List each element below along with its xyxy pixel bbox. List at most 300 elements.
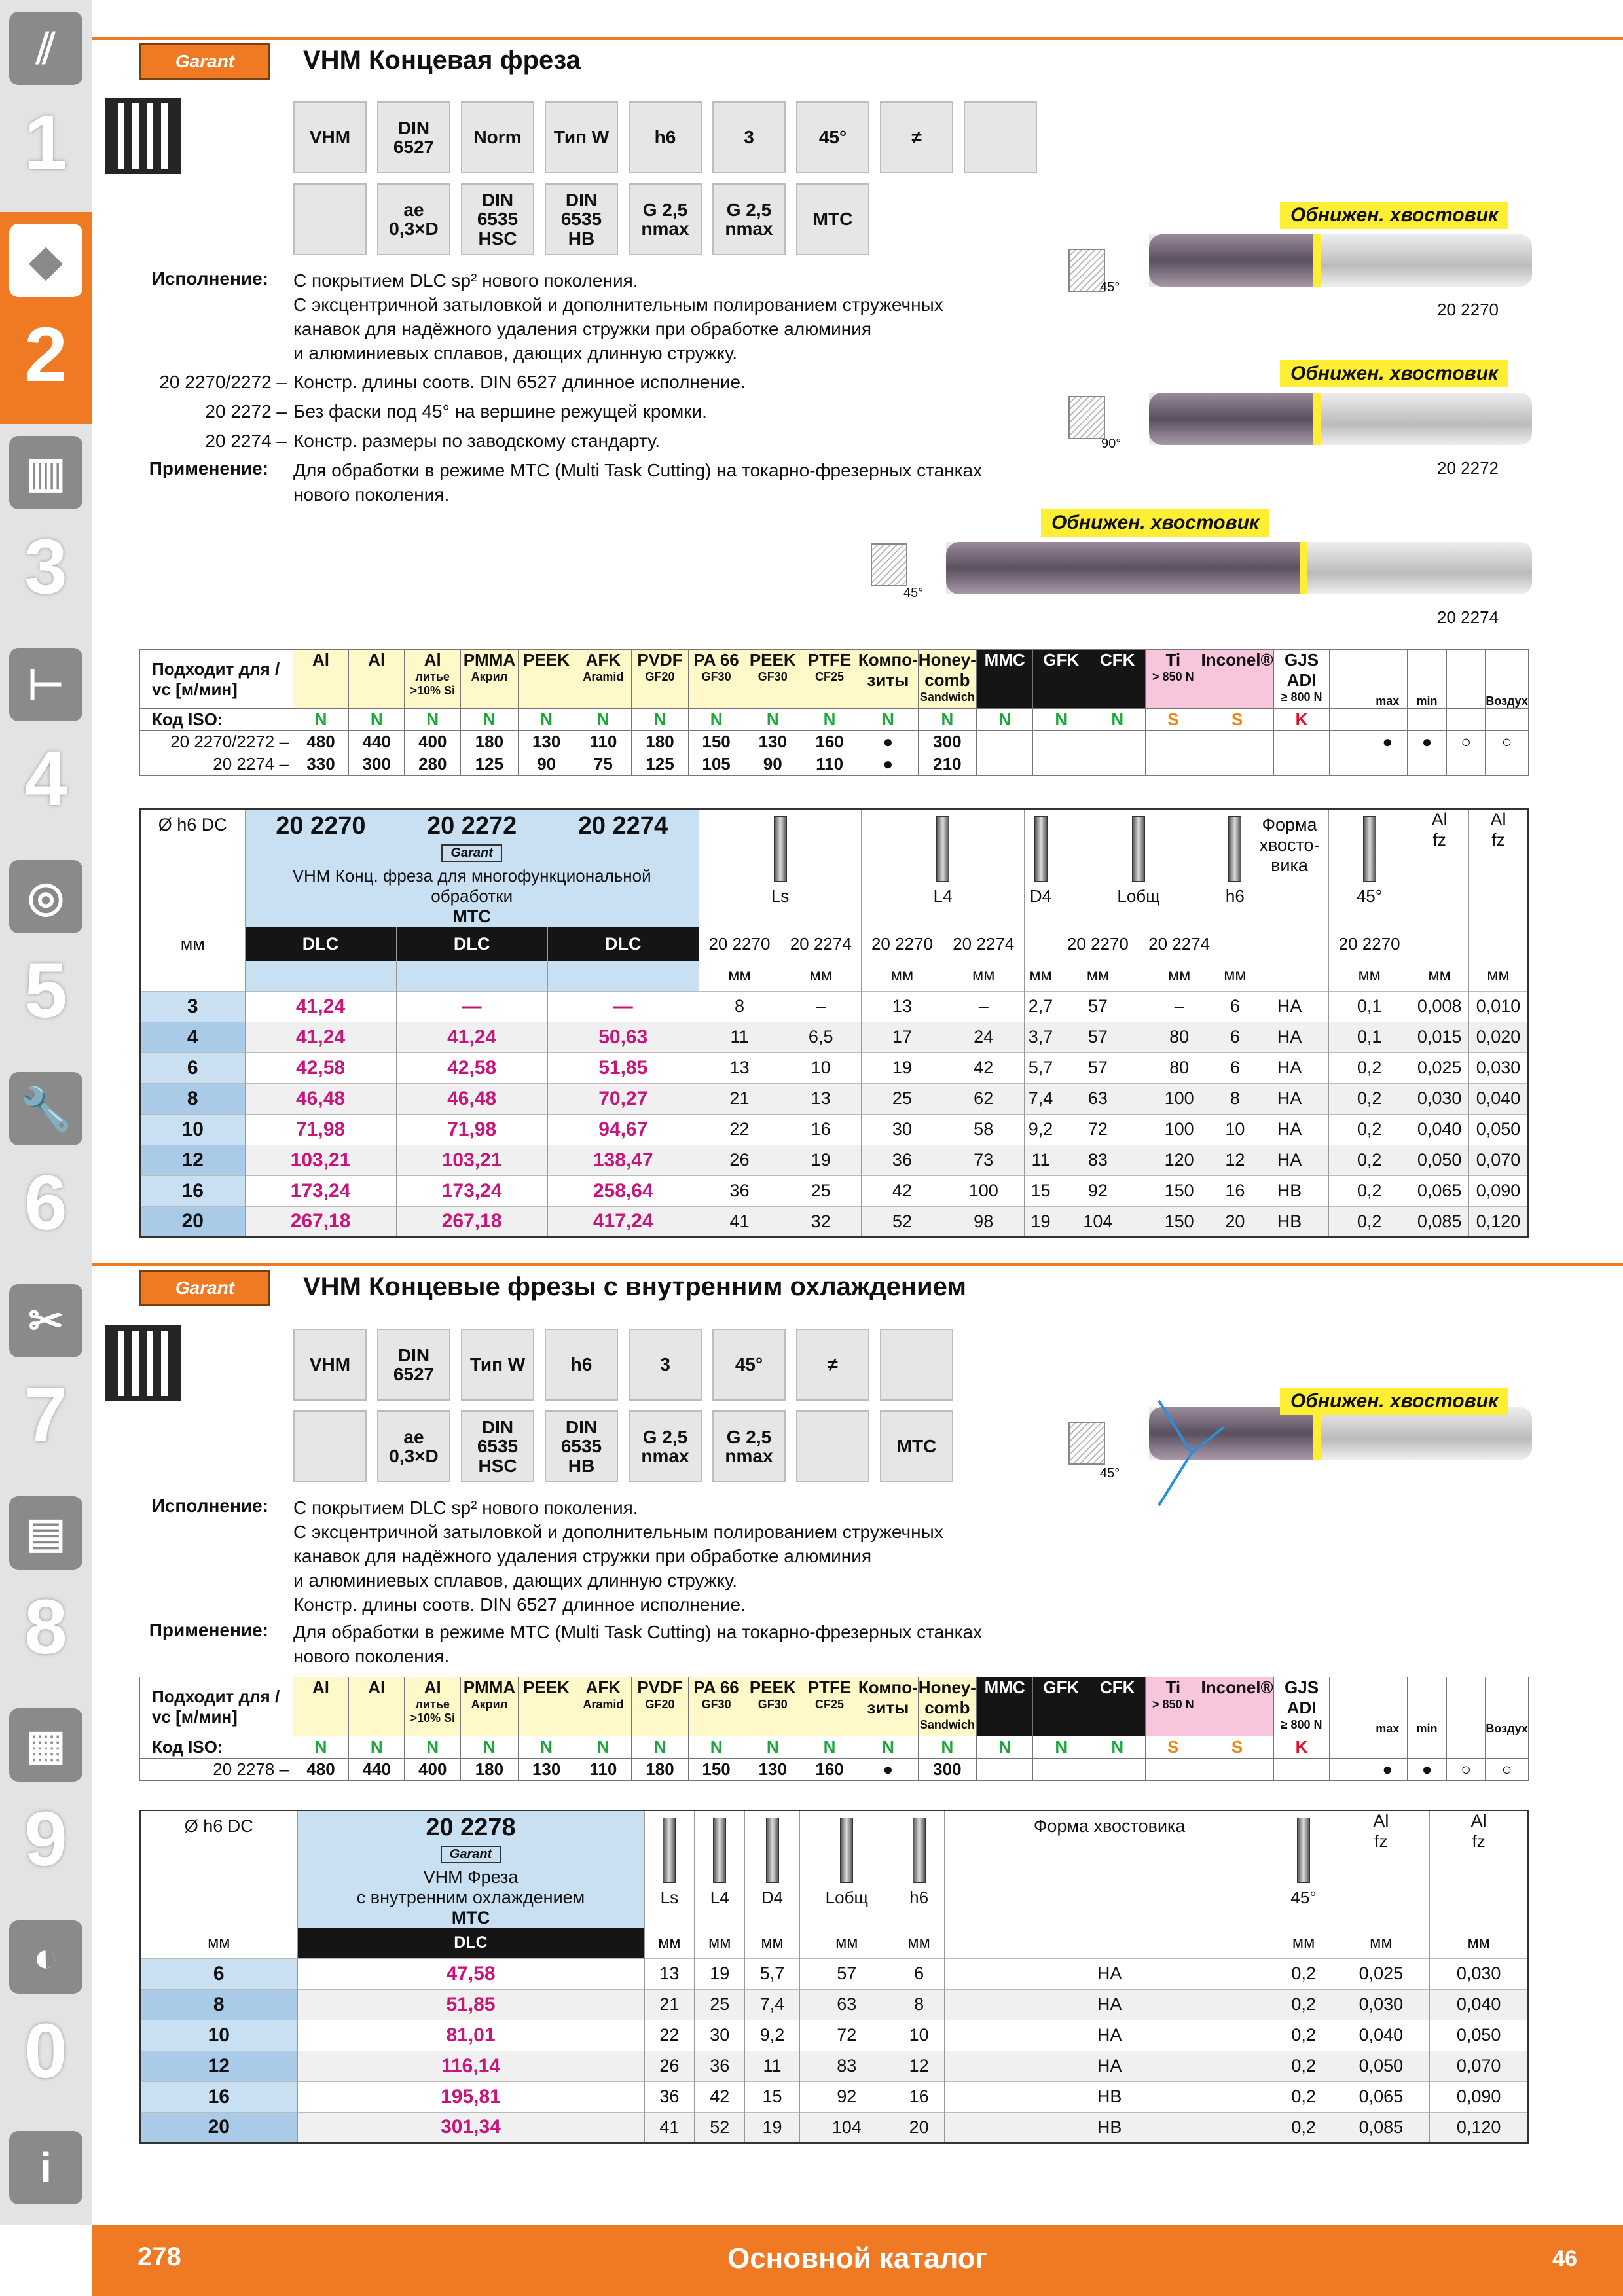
subheader: 20 2270	[1329, 927, 1410, 961]
unit-mm: мм	[1220, 961, 1250, 991]
table-cell: 41	[699, 1206, 780, 1237]
table-cell: 0,2	[1275, 2112, 1332, 2143]
coating-label: DLC	[245, 927, 396, 961]
section-sidebar	[0, 0, 92, 2225]
table-cell: 16	[780, 1114, 862, 1145]
material-column: PVDF GF20	[632, 1677, 689, 1736]
table-cell: 26	[644, 2051, 695, 2081]
page-number-secondary: 46	[1552, 2246, 1577, 2271]
iso-code: N	[858, 709, 918, 731]
safety-goggles-icon: ◐	[9, 1920, 82, 1994]
table-cell: 9,2	[745, 2020, 800, 2051]
table-cell: 22	[699, 1114, 780, 1145]
material-column: CFK	[1089, 650, 1146, 709]
table-cell: 21	[644, 1989, 695, 2020]
insert-icon: ◆	[9, 224, 82, 297]
h6-header-sketch	[1228, 816, 1241, 882]
property-icon: 3	[712, 101, 786, 173]
cutting-speed: 180	[632, 1759, 689, 1781]
cutting-speed: 330	[293, 753, 348, 776]
diameter-value: 16	[140, 1175, 245, 1206]
table-cell: 0,2	[1275, 2051, 1332, 2081]
material-column: AFK Aramid	[575, 650, 631, 709]
cutting-speed: ●	[858, 1759, 918, 1781]
material-column: Al	[349, 650, 405, 709]
iso-code: N	[801, 709, 858, 731]
material-column: PVDF GF20	[632, 650, 689, 709]
article-code: 20 2272	[1437, 458, 1499, 478]
property-icon: VHM	[293, 101, 367, 173]
table-cell: HA	[1250, 1022, 1329, 1052]
table-cell: 80	[1139, 1052, 1220, 1083]
unit-mm: мм	[780, 961, 862, 991]
sidebar-section-info[interactable]	[0, 2119, 92, 2225]
application-text	[293, 458, 1013, 507]
table-row	[140, 2051, 1528, 2081]
table-cell: 13	[699, 1052, 780, 1083]
table-cell: 0,050	[1332, 2051, 1430, 2081]
sidebar-section-8[interactable]	[0, 1484, 92, 1696]
coolant-mark: ○	[1486, 731, 1529, 753]
material-column: PMMA Акрил	[461, 650, 519, 709]
unit-mm: мм	[1329, 961, 1410, 991]
grinding-disc-icon: ◎	[9, 860, 82, 933]
unit-mm: мм	[894, 1928, 944, 1958]
cutting-speed: 75	[575, 753, 631, 776]
coolant-mark: ●	[1407, 1759, 1446, 1781]
table-cell: 26	[699, 1145, 780, 1175]
table-cell: 19	[862, 1052, 943, 1083]
iso-code: N	[461, 709, 519, 731]
table-cell: HA	[944, 1958, 1275, 1989]
table-cell: 3,7	[1024, 1022, 1057, 1052]
table-cell: 0,2	[1275, 2081, 1332, 2112]
section-title: VHM Концевая фреза	[303, 46, 581, 75]
table-cell: 0,090	[1430, 2081, 1528, 2112]
unit-mm: мм	[1410, 961, 1469, 991]
coolant-mark: ●	[1368, 731, 1407, 753]
cutting-speed	[1201, 731, 1273, 753]
table-cell: HB	[1250, 1206, 1329, 1237]
table-cell: 25	[695, 1989, 745, 2020]
blank	[245, 961, 396, 991]
material-column: PEEK GF30	[744, 1677, 801, 1736]
coolant-column: min	[1407, 650, 1446, 709]
ls-header: Ls	[644, 1810, 695, 1928]
price-value: 41,24	[396, 1022, 547, 1052]
price-value: 103,21	[396, 1145, 547, 1175]
cutting-speed	[1273, 731, 1330, 753]
cutting-speed: 480	[293, 731, 348, 753]
text-line: канавок для надёжного удаления стружки при обработке алюминия	[293, 1546, 872, 1566]
table-cell: 0,120	[1430, 2112, 1528, 2143]
cutting-speed: 90	[518, 753, 575, 776]
price-value: 417,24	[547, 1206, 699, 1237]
cutting-speed	[1273, 1759, 1330, 1781]
table-cell: 104	[1057, 1206, 1139, 1237]
table-cell: 11	[699, 1022, 780, 1052]
cutting-speed	[1089, 731, 1146, 753]
coolant-mark: ○	[1447, 731, 1486, 753]
table-cell: 0,025	[1332, 1958, 1430, 1989]
diameter-value: 20	[140, 2112, 297, 2143]
table-cell: 80	[1139, 1022, 1220, 1052]
price-value: 71,98	[396, 1114, 547, 1145]
table-cell: 10	[1220, 1114, 1250, 1145]
diameter-value: 3	[140, 991, 245, 1022]
table-cell: 92	[799, 2081, 894, 2112]
speed-row	[140, 753, 1529, 776]
diameter-value: 10	[140, 2020, 297, 2051]
table-cell: 7,4	[1024, 1083, 1057, 1114]
cutting-speed: 280	[405, 753, 461, 776]
table-cell: 58	[943, 1114, 1024, 1145]
price-value: 103,21	[245, 1145, 396, 1175]
cutting-speed: 130	[744, 1759, 801, 1781]
cutting-speed: 160	[801, 731, 858, 753]
sidebar-number: 5	[24, 948, 67, 1034]
table-cell: 10	[894, 2020, 944, 2051]
chamfer-sketch	[1297, 1818, 1310, 1883]
sidebar-number: 4	[24, 736, 67, 822]
table-cell: 0,050	[1430, 2020, 1528, 2051]
material-column: AFK Aramid	[575, 1677, 631, 1736]
text-line: С покрытием DLC sp² нового поколения.	[293, 270, 638, 291]
cutting-speed	[1089, 753, 1146, 776]
table-cell: 21	[699, 1083, 780, 1114]
property-icon	[880, 1329, 953, 1401]
d4-header: D4	[745, 1810, 800, 1928]
sidebar-section-7[interactable]	[0, 1272, 92, 1484]
coating-label: DLC	[297, 1928, 644, 1958]
iso-code: N	[688, 1736, 744, 1759]
iso-code: K	[1273, 709, 1330, 731]
coolant-mark	[1330, 1759, 1368, 1781]
property-icon: Тип W	[545, 101, 618, 173]
diameter-value: 8	[140, 1083, 245, 1114]
diameter-value: 6	[140, 1958, 297, 1989]
cutting-speed	[1201, 1759, 1273, 1781]
cutting-speed: 300	[349, 753, 405, 776]
table-cell: 72	[1057, 1114, 1139, 1145]
material-column: PEEK	[518, 1677, 575, 1736]
table-cell: 73	[943, 1145, 1024, 1175]
table-cell: 15	[745, 2081, 800, 2112]
table-cell: 0,030	[1468, 1052, 1528, 1083]
table-cell: 150	[1139, 1206, 1220, 1237]
unit-mm: мм	[699, 961, 780, 991]
price-value: 50,63	[547, 1022, 699, 1052]
table-cell: 0,085	[1332, 2112, 1430, 2143]
table-cell: 9,2	[1024, 1114, 1057, 1145]
table-cell: 57	[1057, 1052, 1139, 1083]
table-cell: 120	[1139, 1145, 1220, 1175]
text-line: С эксцентричной затыловкой и дополнительным полированием стружечных	[293, 295, 943, 315]
unit-mm	[944, 1928, 1275, 1958]
iso-code: N	[918, 1736, 976, 1759]
sidebar-section-9[interactable]	[0, 1696, 92, 1909]
diameter-value: 20	[140, 1206, 245, 1237]
cutting-speed	[1146, 731, 1201, 753]
coolant-column	[1447, 650, 1486, 709]
coolant-column: Воздух	[1486, 650, 1529, 709]
cutting-speed: 180	[632, 731, 689, 753]
table-cell: 24	[943, 1022, 1024, 1052]
article-number: 20 2272	[426, 812, 517, 840]
subheader	[1024, 927, 1057, 961]
property-icon: G 2,5 nmax	[712, 1410, 786, 1482]
table-cell: 8	[1220, 1083, 1250, 1114]
sidebar-section-0[interactable]	[0, 1909, 92, 2121]
cutting-speed	[1089, 1759, 1146, 1781]
table-row	[140, 991, 1528, 1022]
unit-mm: мм	[1430, 1928, 1528, 1958]
qr-code[interactable]	[105, 98, 181, 174]
table-cell: 0,065	[1410, 1175, 1469, 1206]
table-cell: 13	[862, 991, 943, 1022]
coolant-mark	[1330, 731, 1368, 753]
unit-mm: мм	[140, 1928, 297, 1958]
property-icon	[796, 1410, 869, 1482]
table-cell: 19	[780, 1145, 862, 1175]
reduced-shank-tag: Обнижен. хвостовик	[1280, 202, 1508, 229]
price-value: 51,85	[297, 1989, 644, 2020]
table-cell: 30	[862, 1114, 943, 1145]
table-cell: HB	[944, 2112, 1275, 2143]
price-value: 267,18	[396, 1206, 547, 1237]
fz-header: Al fz	[1430, 1810, 1528, 1928]
diameter-header: Ø h6 DC	[140, 1810, 297, 1928]
diameter-value: 12	[140, 1145, 245, 1175]
iso-code: N	[293, 709, 348, 731]
price-value: 267,18	[245, 1206, 396, 1237]
cutting-speed: 130	[744, 731, 801, 753]
cutting-speed	[976, 753, 1032, 776]
unit-mm: мм	[943, 961, 1024, 991]
table-cell: 57	[1057, 991, 1139, 1022]
property-icon: Norm	[461, 101, 534, 173]
iso-code: N	[632, 709, 689, 731]
product-group-header: 20 2278 Garant VHM Фреза с внутренним охлаждением MTC	[297, 1810, 644, 1928]
iso-code: N	[688, 709, 744, 731]
table-cell: 15	[1024, 1175, 1057, 1206]
cutting-speed: 480	[293, 1759, 348, 1781]
cutting-speed: 180	[461, 731, 519, 753]
property-icon: ≠	[880, 101, 953, 173]
table-cell: 17	[862, 1022, 943, 1052]
property-icon: DIN 6527	[377, 101, 450, 173]
ls-header-sketch	[774, 816, 787, 882]
chamfer-sketch	[1363, 816, 1376, 882]
sidebar-number: 9	[24, 1796, 67, 1882]
suitable-for-label: Подходит для / vc [м/мин]	[140, 650, 293, 709]
table-row	[140, 1022, 1528, 1052]
iso-code: N	[349, 1736, 405, 1759]
table-cell: 25	[780, 1175, 862, 1206]
coolant-mark: ○	[1486, 1759, 1529, 1781]
iso-code: S	[1146, 1736, 1201, 1759]
subheader	[1220, 927, 1250, 961]
table-cell: 0,2	[1329, 1145, 1410, 1175]
table-cell: 20	[894, 2112, 944, 2143]
cutting-speed	[1146, 1759, 1201, 1781]
sidebar-number: 0	[24, 2008, 67, 2094]
table-cell: 0,015	[1410, 1022, 1469, 1052]
page-number: 278	[137, 2242, 181, 2271]
material-column: Inconel®	[1201, 650, 1273, 709]
table-cell: HA	[1250, 991, 1329, 1022]
cutting-speed: 210	[918, 753, 976, 776]
coolant-mark: ●	[1407, 731, 1446, 753]
iso-code: N	[744, 709, 801, 731]
speed-row	[140, 1759, 1529, 1781]
subheader	[1468, 927, 1528, 961]
material-column: PEEK GF30	[744, 650, 801, 709]
table-cell: 62	[943, 1083, 1024, 1114]
sidebar-section-2[interactable]	[0, 212, 92, 424]
table-cell: 20	[1220, 1206, 1250, 1237]
table-row	[140, 2081, 1528, 2112]
property-icon	[293, 1410, 367, 1482]
diameter-value: 8	[140, 1989, 297, 2020]
table-cell: 30	[695, 2020, 745, 2051]
table-cell: 0,070	[1468, 1145, 1528, 1175]
ltotal-header-sketch	[840, 1818, 853, 1883]
table-cell: 19	[695, 1958, 745, 1989]
property-icon	[964, 101, 1037, 173]
note-code: 20 2270/2272 –	[159, 372, 287, 392]
table-cell: 0,2	[1329, 1206, 1410, 1237]
material-column: GJS ADI ≥ 800 N	[1273, 1677, 1330, 1736]
text-line: С покрытием DLC sp² нового поколения.	[293, 1498, 638, 1518]
coolant-mark: ○	[1447, 1759, 1486, 1781]
table-cell: 0,065	[1332, 2081, 1430, 2112]
iso-code: S	[1201, 1736, 1273, 1759]
sidebar-section-6[interactable]	[0, 1060, 92, 1272]
text-line: и алюминиевых сплавов, дающих длинную стружку.	[293, 1570, 738, 1590]
sidebar-number: 1	[24, 99, 67, 186]
qr-code[interactable]	[105, 1325, 181, 1401]
material-column: Honey-comb Sandwich	[918, 1677, 976, 1736]
table-cell: 5,7	[1024, 1052, 1057, 1083]
table-cell: HA	[1250, 1145, 1329, 1175]
h6-header-sketch	[913, 1818, 926, 1883]
table-cell: 0,050	[1468, 1114, 1528, 1145]
material-column: GFK	[1033, 650, 1089, 709]
price-value: 70,27	[547, 1083, 699, 1114]
table-row	[140, 1114, 1528, 1145]
subheader: 20 2274	[943, 927, 1024, 961]
unit-mm: мм	[1468, 961, 1528, 991]
chamfer-header: 45°	[1275, 1810, 1332, 1928]
table-cell: 0,040	[1430, 1989, 1528, 2020]
cutting-speed: 105	[688, 753, 744, 776]
table-row	[140, 1989, 1528, 2020]
table-cell: HA	[944, 1989, 1275, 2020]
coolant-column: max	[1368, 1677, 1407, 1736]
page-footer	[92, 2225, 1623, 2296]
middle-rule	[92, 1263, 1623, 1266]
cutting-speed: 440	[349, 1759, 405, 1781]
property-icon: ≠	[796, 1329, 869, 1401]
cutting-speed: 150	[688, 1759, 744, 1781]
cutting-speed	[1201, 753, 1273, 776]
blank	[140, 961, 245, 991]
iso-code: N	[744, 1736, 801, 1759]
sidebar-section-1[interactable]	[0, 0, 92, 212]
property-icon: VHM	[293, 1329, 367, 1401]
table-row	[140, 1175, 1528, 1206]
iso-code: N	[461, 1736, 519, 1759]
iso-code: S	[1146, 709, 1201, 731]
cutting-speed: ●	[858, 753, 918, 776]
table-cell: 42	[943, 1052, 1024, 1083]
cabinet-icon: ▦	[9, 1708, 82, 1782]
sidebar-section-5[interactable]	[0, 848, 92, 1060]
application-label: Применение:	[149, 1620, 268, 1640]
material-column: Al	[293, 1677, 348, 1736]
iso-code: N	[1033, 1736, 1089, 1759]
table-cell: 0,040	[1332, 2020, 1430, 2051]
article-number: 20 2270	[276, 812, 366, 840]
reduced-shank-tag: Обнижен. хвостовик	[1041, 509, 1269, 537]
coolant-column	[1447, 1677, 1486, 1736]
application-label: Применение:	[149, 458, 268, 478]
price-value: 46,48	[245, 1083, 396, 1114]
iso-code: N	[518, 1736, 575, 1759]
text-line: Для обработки в режиме MTC (Multi Task Cutting) на токарно-фрезерных станках	[293, 460, 983, 480]
table-cell: 0,1	[1329, 991, 1410, 1022]
table-cell: 0,025	[1410, 1052, 1469, 1083]
cutting-speed: 125	[461, 753, 519, 776]
catalog-title: Основной каталог	[727, 2242, 987, 2274]
cutting-speed: 440	[349, 731, 405, 753]
cutting-speed: 180	[461, 1759, 519, 1781]
material-column: Компо-зиты	[858, 1677, 918, 1736]
article-number: 20 2274	[577, 812, 668, 840]
wrench-icon: 🔧	[9, 1072, 82, 1145]
sidebar-section-3[interactable]	[0, 424, 92, 636]
info-icon: i	[9, 2131, 82, 2204]
shank-form-header: Форма хвостовика	[944, 1810, 1275, 1928]
iso-code: N	[801, 1736, 858, 1759]
table-cell: 2,7	[1024, 991, 1057, 1022]
price-value: 173,24	[245, 1175, 396, 1206]
property-icon: MTC	[796, 183, 869, 255]
cutting-speed: 160	[801, 1759, 858, 1781]
coolant-mark	[1447, 753, 1486, 776]
price-value: 41,24	[245, 991, 396, 1022]
coolant-column: max	[1368, 650, 1407, 709]
cutting-speed: 130	[518, 731, 575, 753]
diameter-value: 4	[140, 1022, 245, 1052]
top-rule	[92, 37, 1623, 40]
property-icon: ae 0,3×D	[377, 183, 450, 255]
article-code: 20 2270/2272 –	[140, 731, 293, 753]
material-column: Al	[293, 650, 348, 709]
property-icon: DIN 6535 HSC	[461, 183, 534, 255]
table-cell: 100	[1139, 1114, 1220, 1145]
price-value: 195,81	[297, 2081, 644, 2112]
table-row	[140, 1145, 1528, 1175]
subheader: 20 2274	[1139, 927, 1220, 961]
table-cell: 0,2	[1329, 1114, 1410, 1145]
sidebar-section-4[interactable]	[0, 636, 92, 848]
execution-text	[293, 1496, 1013, 1617]
text-line: Констр. длины соотв. DIN 6527 длинное исполнение.	[293, 1594, 746, 1615]
coolant-column: min	[1407, 1677, 1446, 1736]
price-value: 81,01	[297, 2020, 644, 2051]
